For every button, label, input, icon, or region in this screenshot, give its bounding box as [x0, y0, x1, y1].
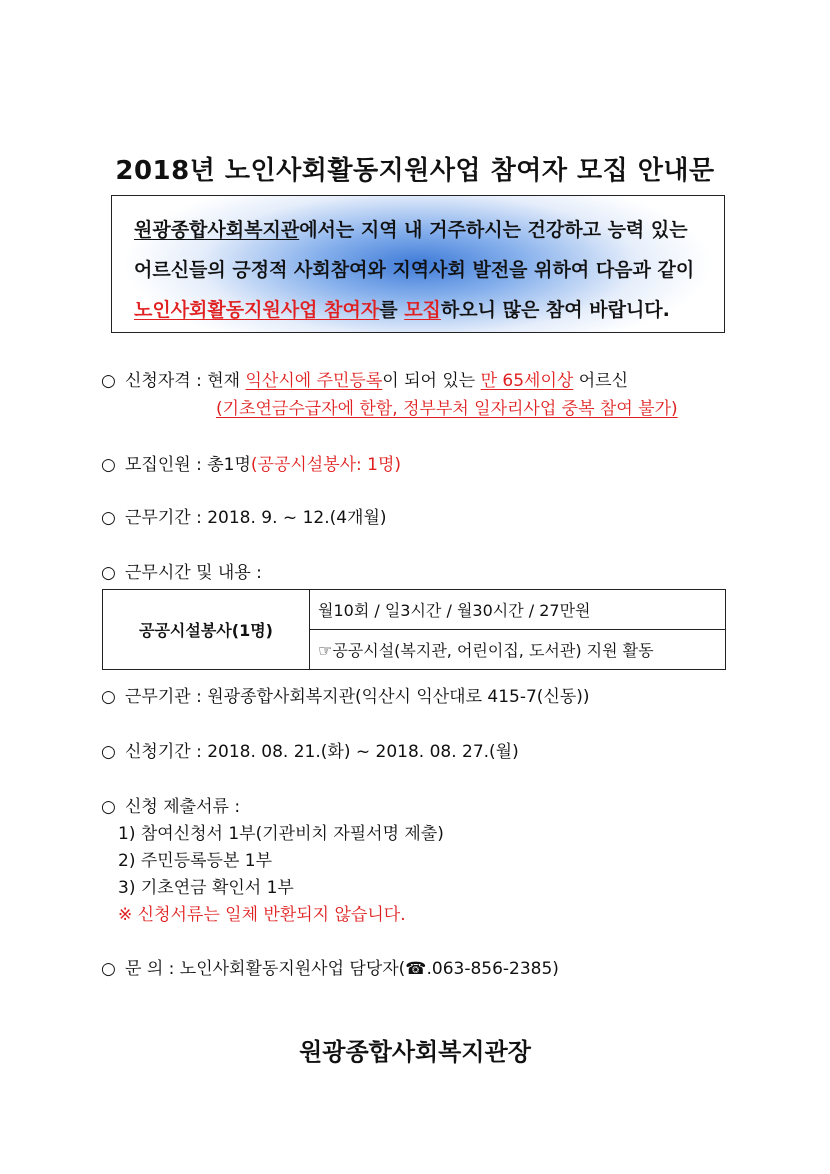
- intro-org-name: 원광종합사회복지관: [134, 219, 300, 241]
- work-description-cell: ☞공공시설(복지관, 어린이집, 도서관) 지원 활동: [310, 630, 726, 670]
- documents-notice: ※ 신청서류는 일체 반환되지 않습니다.: [118, 905, 406, 925]
- intro-recruit-word: 모집: [404, 299, 441, 321]
- intro-box: [111, 195, 725, 333]
- recruit-count-detail: (공공시설봉사: 1명): [250, 455, 402, 475]
- bullet-icon: ○: [101, 508, 116, 528]
- work-category-cell: 공공시설봉사(1명): [103, 590, 310, 670]
- intro-line-1-text: 에서는 지역 내 거주하시는 건강하고 능력 있는: [299, 219, 688, 241]
- apply-period-item: [101, 737, 519, 762]
- contact-item: [101, 954, 559, 979]
- eligibility-age: 만 65세이상: [480, 371, 574, 391]
- work-schedule-cell: 월10회 / 일3시간 / 월30시간 / 27만원: [310, 590, 726, 630]
- work-place-text: 근무기관 : 원광종합사회복지관(익산시 익산대로 415-7(신동)): [125, 687, 590, 707]
- apply-period-text: 신청기간 : 2018. 08. 21.(화) ~ 2018. 08. 27.(월): [125, 742, 519, 762]
- eligibility-label: 신청자격 : 현재: [125, 371, 246, 391]
- eligibility-mid: 이 되어 있는: [382, 371, 481, 391]
- bullet-icon: ○: [101, 797, 116, 817]
- work-time-item: [101, 558, 262, 583]
- document-item-2: 2) 주민등록등본 1부: [118, 851, 273, 871]
- bullet-icon: ○: [101, 371, 116, 391]
- intro-program-name: 노인사회활동지원사업 참여자: [134, 299, 380, 321]
- eligibility-item: [101, 366, 628, 391]
- bullet-icon: ○: [101, 742, 116, 762]
- intro-line-3-mid: 를: [379, 299, 405, 321]
- documents-item: [101, 792, 240, 817]
- bullet-icon: ○: [101, 959, 116, 979]
- document-item-1: 1) 참여신청서 1부(기관비치 자필서명 제출): [118, 824, 444, 844]
- work-place-item: [101, 682, 590, 707]
- documents-label: 신청 제출서류 :: [125, 797, 241, 817]
- work-table: [102, 589, 726, 670]
- work-period-text: 근무기간 : 2018. 9. ~ 12.(4개월): [125, 508, 387, 528]
- bullet-icon: ○: [101, 455, 116, 475]
- eligibility-note: (기초연금수급자에 한함, 정부부처 일자리사업 중복 참여 불가): [216, 399, 678, 419]
- bullet-icon: ○: [101, 687, 116, 707]
- work-time-label: 근무시간 및 내용 :: [125, 563, 262, 583]
- recruit-count-item: [101, 450, 401, 475]
- intro-line-2: 어르신들의 긍정적 사회참여와 지역사회 발전을 위하여 다음과 같이: [134, 259, 695, 281]
- document-item-3: 3) 기초연금 확인서 1부: [118, 878, 294, 898]
- intro-line-3-text: 하오니 많은 참여 바랍니다.: [440, 299, 670, 321]
- contact-text: 문 의 : 노인사회활동지원사업 담당자(☎.063-856-2385): [125, 959, 559, 979]
- intro-line-3: [134, 290, 702, 330]
- table-row: [103, 590, 726, 630]
- recruit-count-label: 모집인원 : 총1명: [125, 455, 251, 475]
- eligibility-tail: 어르신: [573, 371, 628, 391]
- page-title: 2018년 노인사회활동지원사업 참여자 모집 안내문: [115, 156, 715, 186]
- bullet-icon: ○: [101, 563, 116, 583]
- intro-line-1: [134, 210, 702, 250]
- eligibility-residence: 익산시에 주민등록: [245, 371, 383, 391]
- work-period-item: [101, 503, 387, 528]
- footer-signature: 원광종합사회복지관장: [299, 1038, 531, 1066]
